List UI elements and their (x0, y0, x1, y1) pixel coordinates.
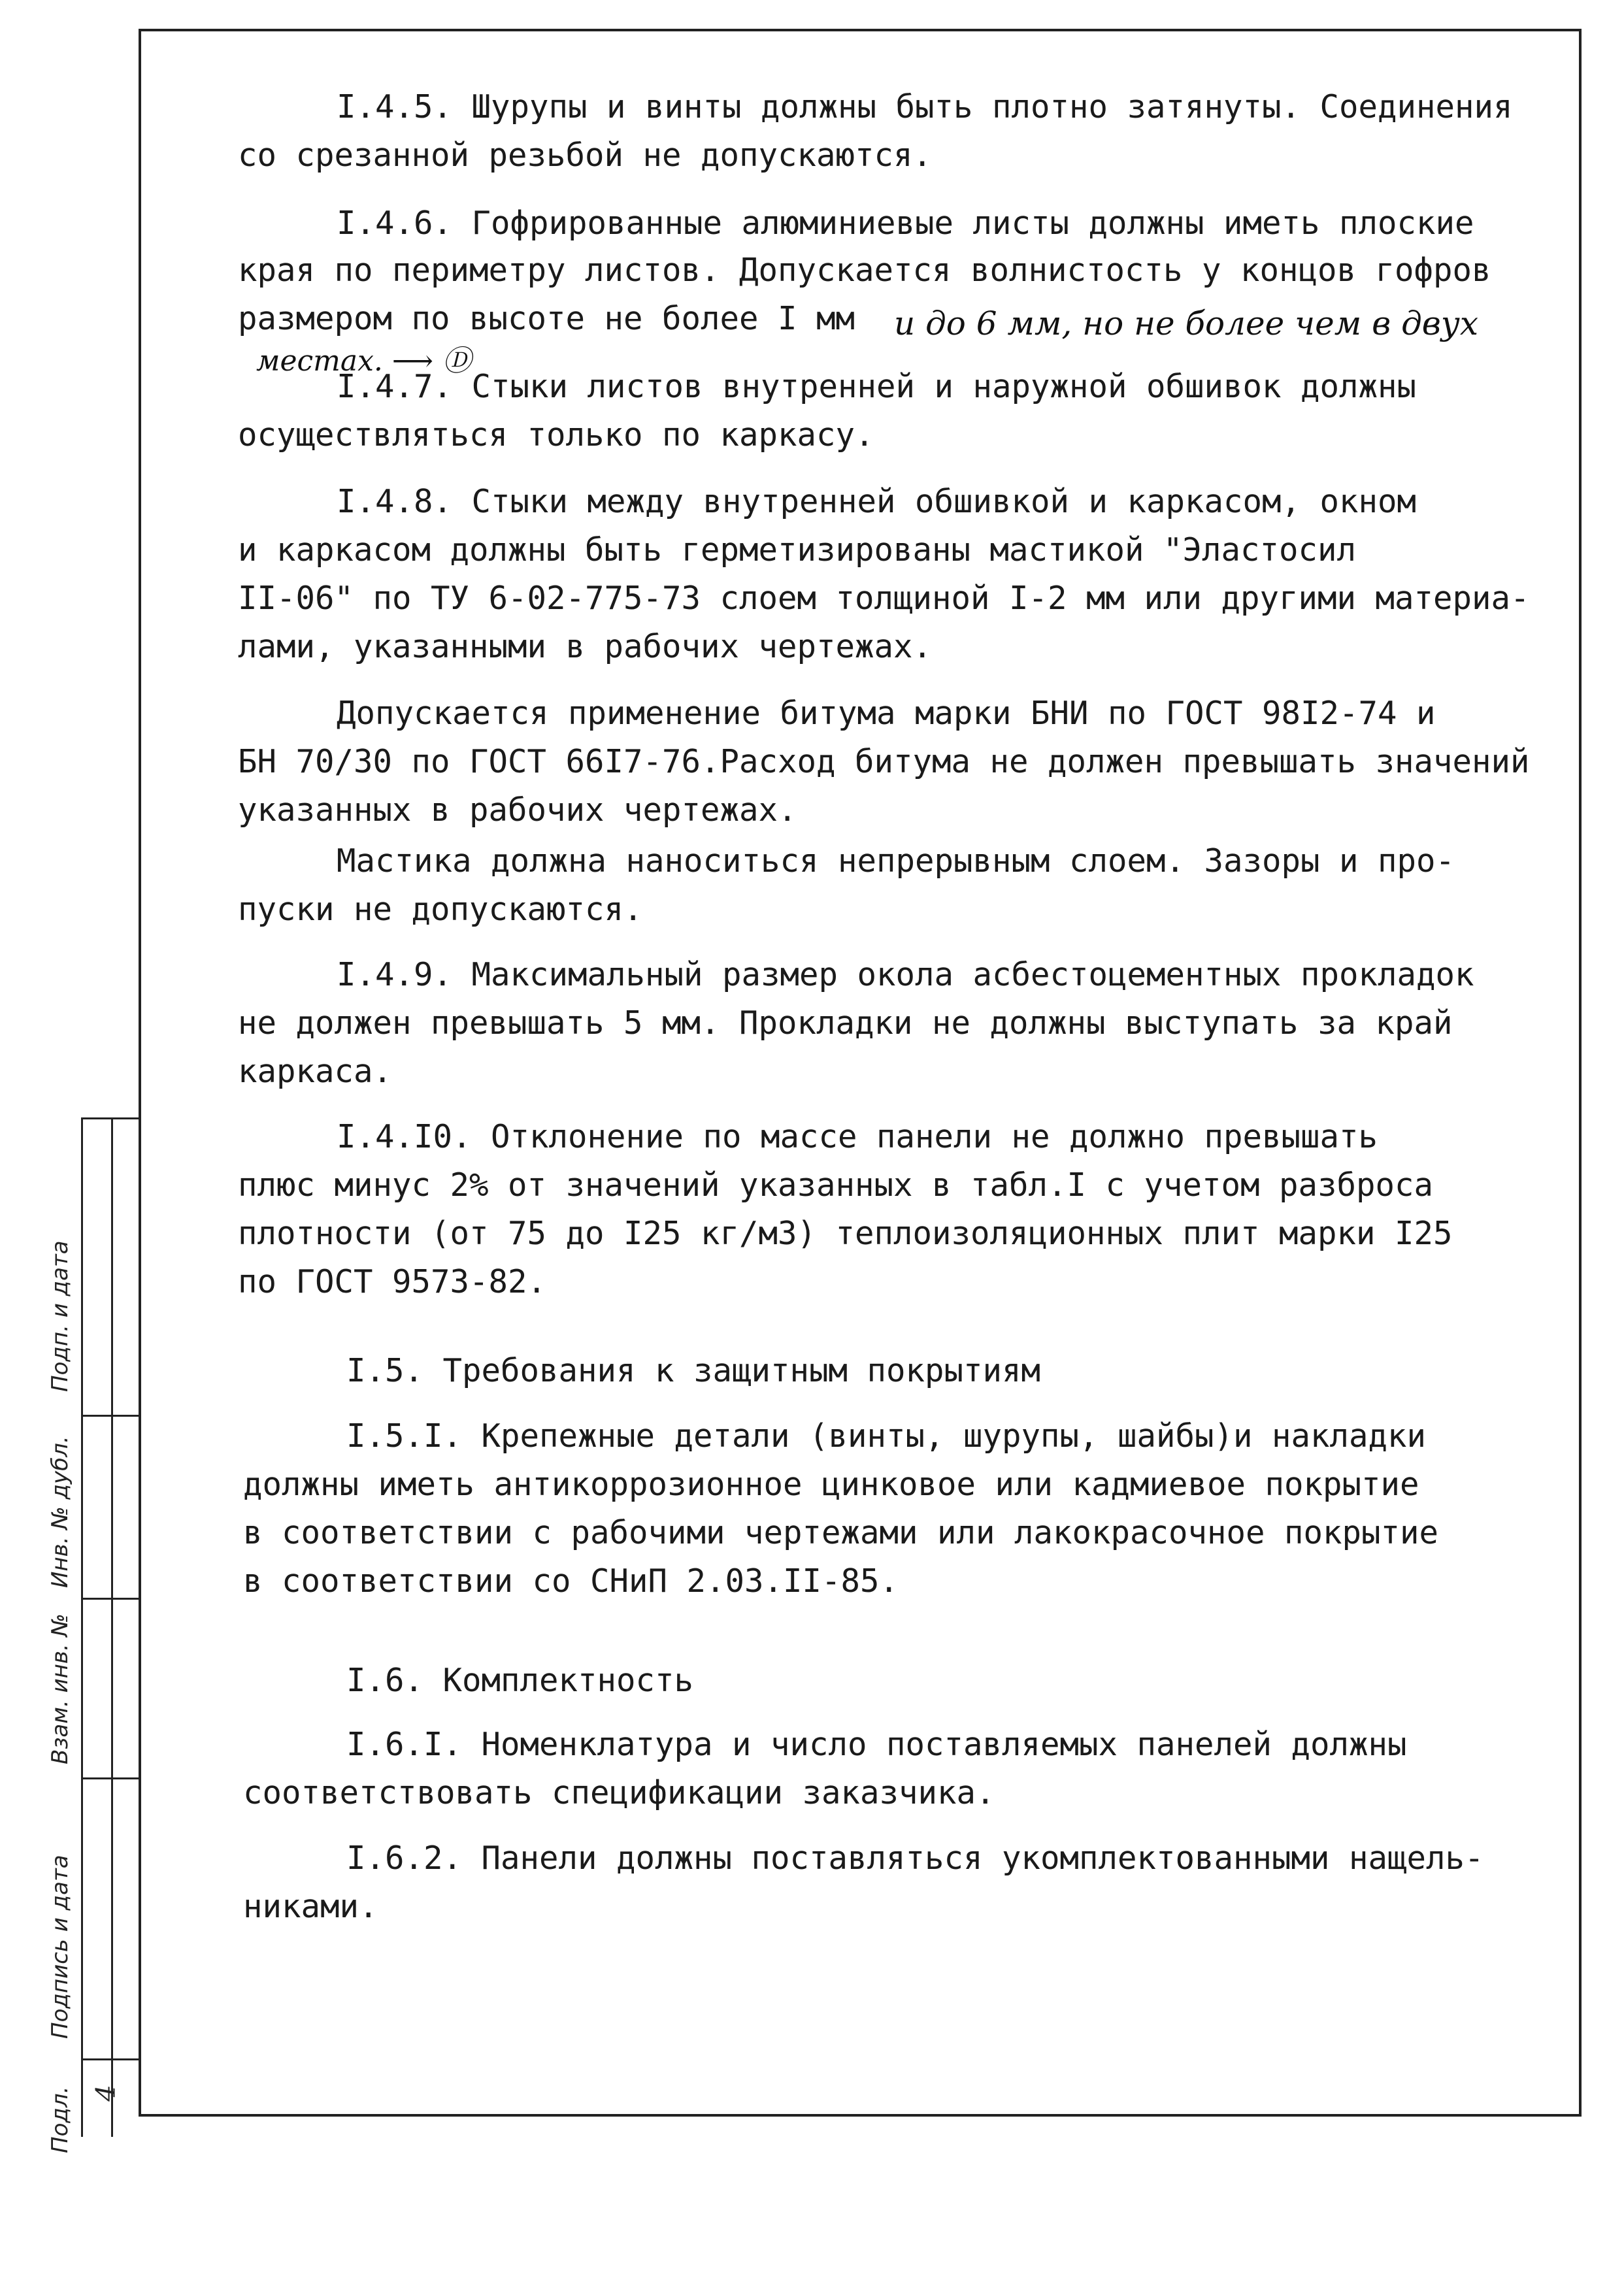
stamp-label-original: Подл. (47, 2086, 73, 2153)
paragraph-line: I.6.I. Номенклатура и число поставляемых панелей должны (346, 1726, 1407, 1763)
stamp-label-replacement-inventory: Взам. инв. № (47, 1613, 73, 1764)
paragraph-line: каркаса. (238, 1053, 393, 1090)
stamp-label-dup-inventory: Инв. № дубл. (47, 1436, 73, 1588)
paragraph-line: по ГОСТ 9573-82. (238, 1263, 547, 1300)
page-frame-top (139, 29, 1582, 31)
paragraph-line: I.4.5. Шурупы и винты должны быть плотно затянуты. Соединения (337, 88, 1513, 125)
paragraph-line: края по периметру листов. Допускается волнистость у концов гофров (238, 252, 1491, 289)
paragraph-line: Мастика должна наноситься непрерывным слоем. Зазоры и про- (337, 842, 1455, 880)
stamp-divider (81, 1777, 140, 1779)
handwritten-insert-line2: местах. ⟶ Ⓓ (256, 344, 471, 378)
paragraph-line: должны иметь антикоррозионное цинковое или кадмиевое покрытие (243, 1466, 1419, 1503)
paragraph-line: I.4.8. Стыки между внутренней обшивкой и каркасом, окном (337, 483, 1417, 520)
page-frame-right (1579, 29, 1582, 2117)
paragraph-line: никами. (243, 1888, 378, 1925)
paragraph-line: в соответствии со СНиП 2.03.II-85. (243, 1562, 899, 1600)
paragraph-line: I.4.7. Стыки листов внутренней и наружной обшивок должны (337, 368, 1417, 405)
paragraph-line: БН 70/30 по ГОСТ 66I7-76.Расход битума не должен превышать значений (238, 743, 1530, 780)
stamp-divider (81, 1117, 140, 1119)
paragraph-line: не должен превышать 5 мм. Прокладки не должны выступать за край (238, 1004, 1453, 1042)
stamp-divider (81, 1415, 140, 1417)
paragraph-line: и каркасом должны быть герметизированы мастикой "Эластосил (238, 531, 1357, 569)
paragraph-line: плотности (от 75 до I25 кг/м3) теплоизоляционных плит марки I25 (238, 1215, 1453, 1252)
section-heading: I.6. Комплектность (346, 1662, 694, 1699)
page-frame-bottom (139, 2114, 1582, 2117)
paragraph-line: пуски не допускаются. (238, 891, 643, 928)
paragraph-line: указанных в рабочих чертежах. (238, 791, 797, 829)
paragraph-line: Допускается применение битума марки БНИ по ГОСТ 98I2-74 и (337, 695, 1436, 732)
stamp-border-inner (111, 1117, 113, 2137)
paragraph-line: размером по высоте не более I мм (238, 300, 855, 337)
paragraph-line: плюс минус 2% от значений указанных в табл.I с учетом разброса (238, 1166, 1434, 1204)
stamp-divider (81, 1598, 140, 1600)
paragraph-line: I.5.I. Крепежные детали (винты, шурупы, шайбы)и накладки (346, 1417, 1427, 1455)
paragraph-line: лами, указанными в рабочих чертежах. (238, 628, 933, 665)
paragraph-line: I.4.I0. Отклонение по массе панели не должно превышать (337, 1118, 1378, 1155)
stamp-border-outer (81, 1117, 83, 2137)
sheet-number: 4 (91, 2085, 122, 2102)
stamp-divider (81, 2058, 140, 2060)
page-frame-left (139, 29, 141, 2117)
paragraph-line: I.4.9. Максимальный размер окола асбестоцементных прокладок (337, 956, 1474, 993)
paragraph-line: соответствовать спецификации заказчика. (243, 1774, 995, 1811)
stamp-label-date: Подп. и дата (47, 1240, 73, 1392)
paragraph-line: I.6.2. Панели должны поставляться укомплектованными нащель- (346, 1840, 1484, 1877)
paragraph-line: II-06" по ТУ 6-02-775-73 слоем толщиной I-2 мм или другими материа- (238, 580, 1530, 617)
paragraph-line: осуществляться только по каркасу. (238, 416, 874, 454)
handwritten-insert-line1: и до 6 мм, но не более чем в двух (894, 305, 1479, 342)
stamp-label-signature-date: Подпись и дата (47, 1855, 73, 2039)
section-heading: I.5. Требования к защитным покрытиям (346, 1352, 1041, 1389)
paragraph-line: I.4.6. Гофрированные алюминиевые листы должны иметь плоские (337, 205, 1474, 242)
paragraph-line: со срезанной резьбой не допускаются. (238, 137, 933, 174)
paragraph-line: в соответствии с рабочими чертежами или лакокрасочное покрытие (243, 1514, 1439, 1551)
